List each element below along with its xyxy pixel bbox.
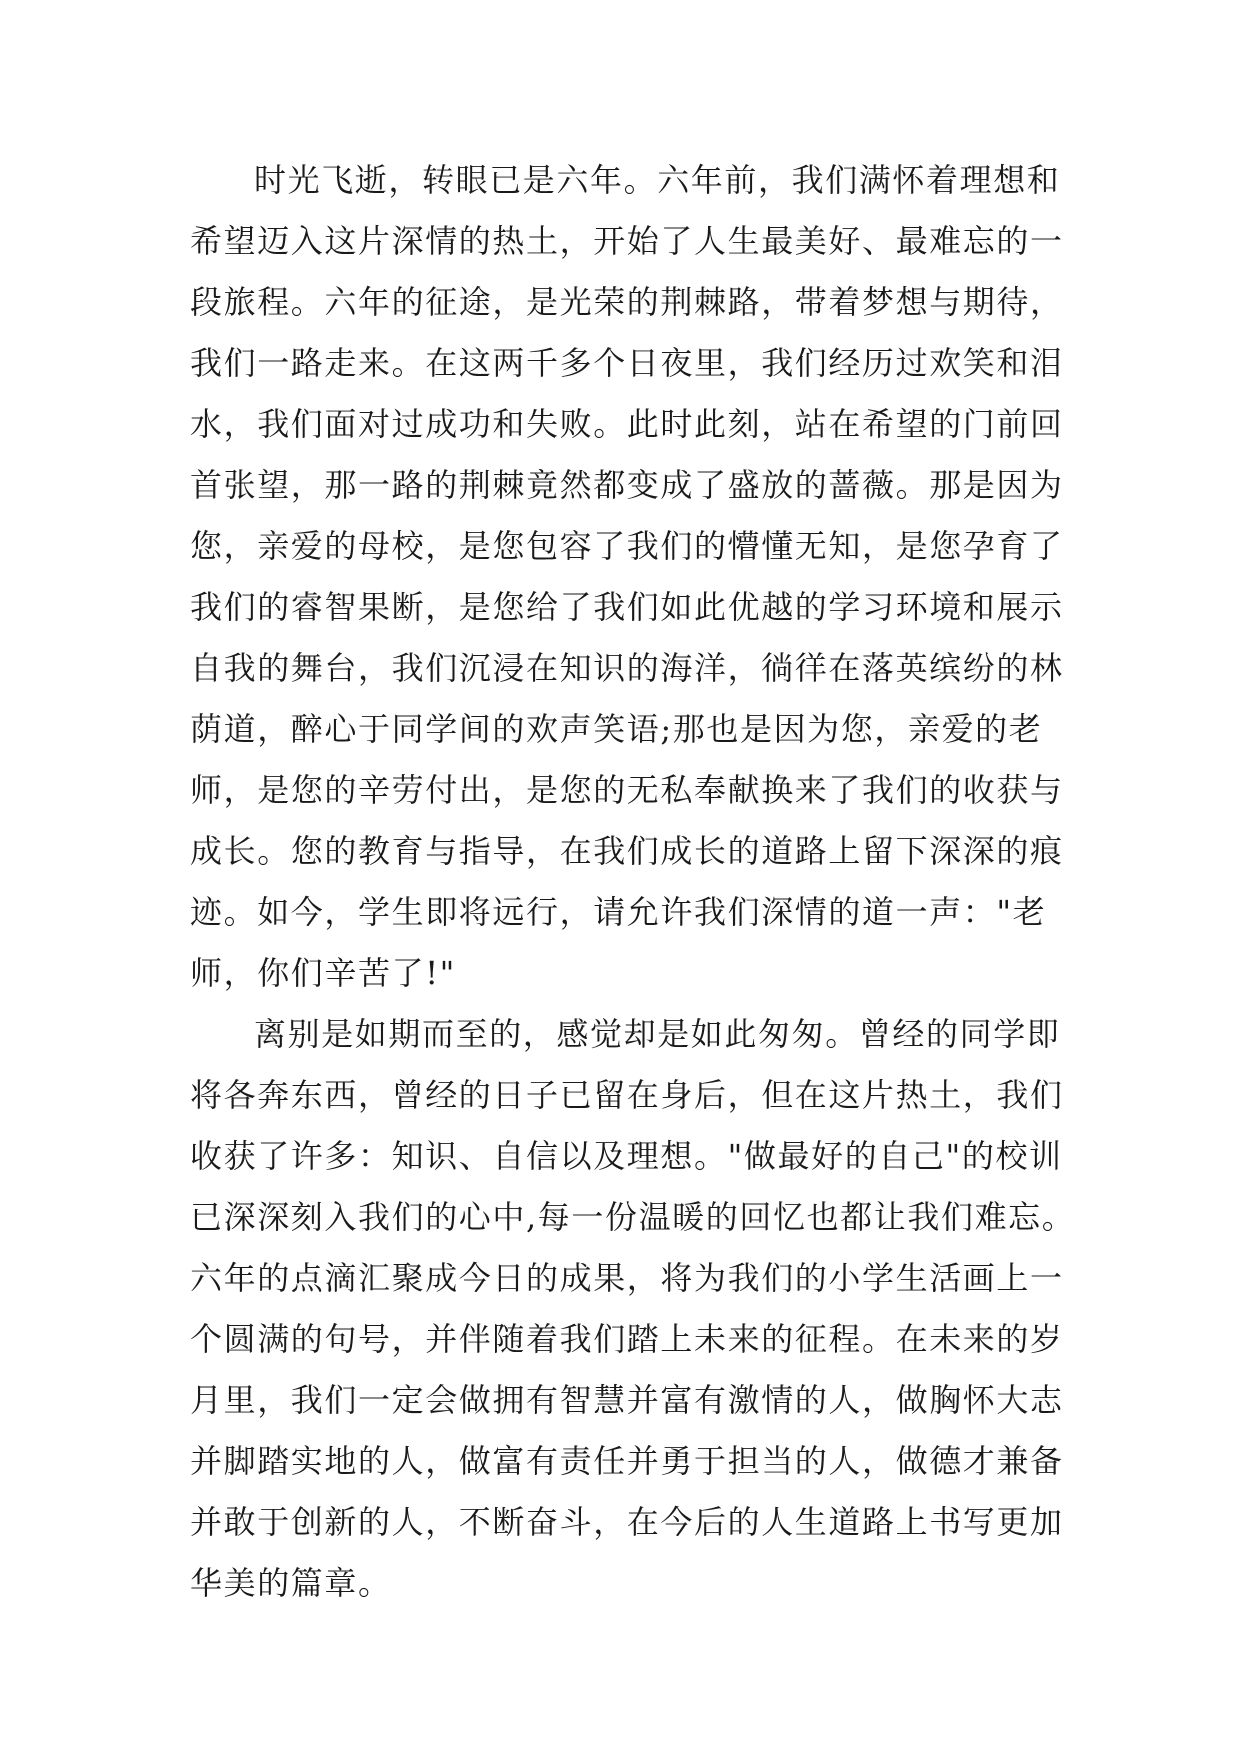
text-line: 华美的篇章。 (190, 1564, 392, 1602)
text-line: 将各奔东西，曾经的日子已留在身后，但在这片热土，我们 (190, 1076, 1064, 1114)
text-line: 我们一路走来。在这两千多个日夜里，我们经历过欢笑和泪 (190, 344, 1064, 382)
text-line: 六年的点滴汇聚成今日的成果，将为我们的小学生活画上一 (190, 1259, 1064, 1297)
text-line: 迹。如今，学生即将远行，请允许我们深情的道一声："老 (190, 893, 1047, 931)
paragraph-1 (190, 150, 1064, 1004)
text-line: 成长。您的教育与指导，在我们成长的道路上留下深深的痕 (190, 832, 1064, 870)
body-text (190, 150, 1076, 1614)
text-line: 月里，我们一定会做拥有智慧并富有激情的人，做胸怀大志 (190, 1381, 1064, 1419)
text-line: 离别是如期而至的，感觉却是如此匆匆。曾经的同学即 (254, 1015, 1061, 1053)
text-line: 荫道，醉心于同学间的欢声笑语;那也是因为您，亲爱的老 (190, 710, 1043, 748)
text-line: 首张望，那一路的荆棘竟然都变成了盛放的蔷薇。那是因为 (190, 466, 1064, 504)
text-line: 您，亲爱的母校，是您包容了我们的懵懂无知，是您孕育了 (190, 527, 1064, 565)
text-line: 时光飞逝，转眼已是六年。六年前，我们满怀着理想和 (254, 161, 1061, 199)
text-line: 师，是您的辛劳付出，是您的无私奉献换来了我们的收获与 (190, 771, 1064, 809)
text-line: 希望迈入这片深情的热土，开始了人生最美好、最难忘的一 (190, 222, 1064, 260)
text-line: 自我的舞台，我们沉浸在知识的海洋，徜徉在落英缤纷的林 (190, 649, 1064, 687)
text-line: 水，我们面对过成功和失败。此时此刻，站在希望的门前回 (190, 405, 1064, 443)
text-line: 已深深刻入我们的心中,每一份温暖的回忆也都让我们难忘。 (190, 1198, 1076, 1236)
text-line: 并敢于创新的人，不断奋斗，在今后的人生道路上书写更加 (190, 1503, 1064, 1541)
paragraph-2 (190, 1004, 1076, 1614)
text-line: 并脚踏实地的人，做富有责任并勇于担当的人，做德才兼备 (190, 1442, 1064, 1480)
text-line: 段旅程。六年的征途，是光荣的荆棘路，带着梦想与期待， (190, 283, 1064, 321)
text-line: 我们的睿智果断，是您给了我们如此优越的学习环境和展示 (190, 588, 1064, 626)
text-line: 个圆满的句号，并伴随着我们踏上未来的征程。在未来的岁 (190, 1320, 1064, 1358)
text-line: 收获了许多：知识、自信以及理想。"做最好的自己"的校训 (190, 1137, 1063, 1175)
text-line: 师，你们辛苦了!" (190, 954, 456, 992)
